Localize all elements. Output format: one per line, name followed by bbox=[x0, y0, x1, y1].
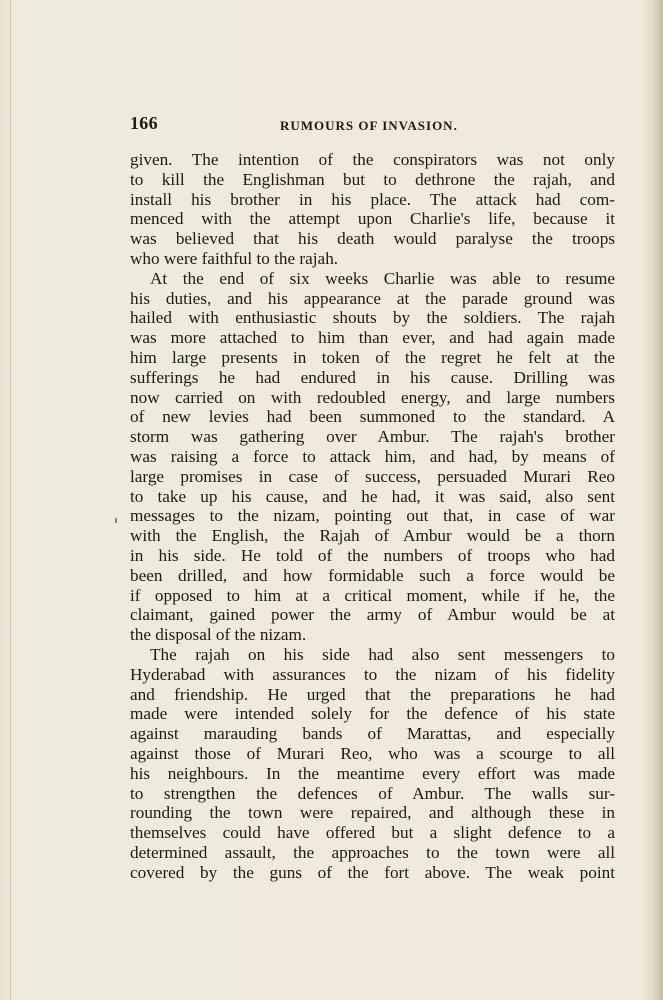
text-line: large promises in case of success, persuaded Murari Reo bbox=[130, 466, 615, 486]
text-line: determined assault, the approaches to the town were all bbox=[130, 842, 615, 862]
text-line: now carried on with redoubled energy, and large numbers bbox=[130, 387, 615, 407]
text-line: against those of Murari Reo, who was a scourge to all bbox=[130, 743, 615, 763]
text-line: against marauding bands of Marattas, and especially bbox=[130, 724, 615, 744]
text-line: given. The intention of the conspirators was not only bbox=[130, 150, 615, 169]
text-line: him large presents in token of the regret he felt at the bbox=[130, 347, 615, 367]
text-line: if opposed to him at a critical moment, while if he, the bbox=[130, 585, 615, 605]
margin-mark bbox=[115, 518, 117, 523]
text-line: was believed that his death would paralyse the troops bbox=[130, 229, 615, 249]
text-line: who were faithful to the rajah. bbox=[130, 248, 339, 268]
text-line: made were intended solely for the defence of his state bbox=[130, 704, 615, 724]
text-line: Hyderabad with assurances to the nizam of his fidelity bbox=[130, 664, 615, 684]
text-line: been drilled, and how formidable such a force would be bbox=[130, 565, 615, 585]
text-line: in his side. He told of the numbers of troops who had bbox=[130, 545, 615, 565]
paragraph-2 bbox=[130, 269, 615, 645]
text-line: rounding the town were repaired, and although these in bbox=[130, 803, 615, 823]
text-line: was more attached to him than ever, and had again made bbox=[130, 328, 615, 348]
text-line: to kill the Englishman but to dethrone the rajah, and bbox=[130, 169, 615, 189]
text-line: his duties, and his appearance at the parade ground was bbox=[130, 288, 615, 308]
text-line: storm was gathering over Ambur. The rajah's brother bbox=[130, 427, 615, 447]
running-head: RUMOURS OF INVASION. bbox=[280, 118, 458, 133]
text-line: sufferings he had endured in his cause. Drilling was bbox=[130, 367, 615, 387]
text-line: to strengthen the defences of Ambur. The walls sur- bbox=[130, 783, 615, 803]
page-header bbox=[130, 113, 615, 137]
text-line: hailed with enthusiastic shouts by the soldiers. The rajah bbox=[130, 308, 615, 328]
body-text bbox=[130, 150, 615, 882]
text-line: messages to the nizam, pointing out that, in case of war bbox=[130, 506, 615, 526]
text-line: covered by the guns of the fort above. The weak point bbox=[130, 862, 615, 882]
text-line: was raising a force to attack him, and had, by means of bbox=[130, 446, 615, 466]
text-line: themselves could have offered but a slight defence to a bbox=[130, 823, 615, 843]
paragraph-1 bbox=[130, 150, 615, 269]
page-number: 166 bbox=[130, 113, 158, 133]
text-line: the disposal of the nizam. bbox=[130, 625, 307, 645]
text-line: with the English, the Rajah of Ambur would be a thorn bbox=[130, 526, 615, 546]
text-line: claimant, gained power the army of Ambur would be at bbox=[130, 605, 615, 625]
text-line: menced with the attempt upon Charlie's life, because it bbox=[130, 209, 615, 229]
text-line: The rajah on his side had also sent messengers to bbox=[150, 644, 615, 664]
text-line: of new levies had been summoned to the standard. A bbox=[130, 407, 615, 427]
paragraph-3 bbox=[130, 645, 615, 883]
text-line: his neighbours. In the meantime every effort was made bbox=[130, 763, 615, 783]
text-line: At the end of six weeks Charlie was able to resume bbox=[150, 268, 615, 288]
text-line: to take up his cause, and he had, it was said, also sent bbox=[130, 486, 615, 506]
text-line: install his brother in his place. The attack had com- bbox=[130, 189, 615, 209]
text-line: and friendship. He urged that the preparations he had bbox=[130, 684, 615, 704]
